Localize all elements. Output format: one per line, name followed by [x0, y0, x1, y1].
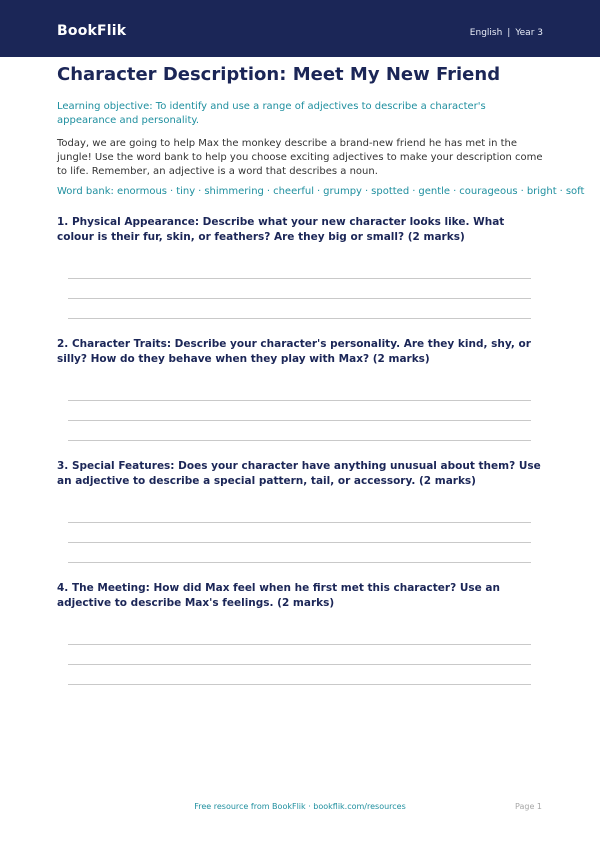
subject-year-label: [470, 28, 543, 38]
answer-line[interactable]: [68, 522, 531, 523]
intro-paragraph: Today, we are going to help Max the monkey describe a brand-new friend he has met in the jungle! Use the word bank to help you choose exciting adjectives to make your description come to life. Remember, an adjective is a word that describes a noun.: [57, 138, 543, 177]
page-footer: [0, 802, 600, 816]
question-text: 1. Physical Appearance: Describe what your new character looks like. What colour is their fur, skin, or feathers? Are they big or small? (2 marks): [57, 216, 505, 243]
answer-line[interactable]: [68, 684, 531, 685]
word-bank-word: tiny: [176, 186, 196, 197]
page-title: Character Description: Meet My New Friend: [57, 64, 501, 85]
word-bank-word: spotted: [371, 186, 410, 197]
answer-line[interactable]: [68, 298, 531, 299]
word-bank-word: courageous: [459, 186, 518, 197]
learning-objective: Learning objective: To identify and use a range of adjectives to describe a character's appearance and personality.: [57, 101, 486, 126]
footer-resource-link[interactable]: Free resource from BookFlik · bookflik.com/resources: [194, 802, 406, 811]
word-bank: [57, 185, 585, 199]
answer-line[interactable]: [68, 542, 531, 543]
answer-line[interactable]: [68, 420, 531, 421]
word-bank-word: cheerful: [273, 186, 314, 197]
answer-line[interactable]: [68, 440, 531, 441]
question-3: [57, 459, 543, 489]
word-separator: ·: [559, 186, 563, 197]
question-text: 3. Special Features: Does your character have anything unusual about them? Use an adjective to describe a special pattern, tail, or accessory. (2 marks): [57, 460, 541, 487]
word-separator: ·: [412, 186, 416, 197]
answer-line[interactable]: [68, 562, 531, 563]
word-bank-word: grumpy: [323, 186, 362, 197]
question-text: 4. The Meeting: How did Max feel when he first met this character? Use an adjective to describe Max's feelings. (2 marks): [57, 582, 500, 609]
year-label: Year 3: [515, 28, 543, 38]
word-separator: ·: [316, 186, 321, 197]
question-4: [57, 581, 543, 611]
answer-line[interactable]: [68, 664, 531, 665]
word-bank-word: bright: [526, 186, 557, 197]
answer-line[interactable]: [68, 318, 531, 319]
subject-label: English: [469, 28, 503, 38]
page-header: [0, 0, 600, 57]
word-separator: ·: [170, 186, 174, 197]
word-bank-word: shimmering: [204, 186, 264, 197]
word-separator: ·: [364, 186, 369, 197]
page-number: Page 1: [515, 802, 542, 811]
question-text: 2. Character Traits: Describe your character's personality. Are they kind, shy, or silly? How do they behave when they play with Max? (2 marks): [57, 338, 531, 365]
brand-logo-text: BookFlik: [57, 23, 127, 39]
meta-separator: |: [507, 28, 511, 38]
word-bank-words: [117, 186, 584, 197]
word-bank-word: gentle: [418, 186, 451, 197]
question-2: [57, 337, 543, 367]
answer-line[interactable]: [68, 644, 531, 645]
word-bank-label: Word bank:: [57, 186, 114, 197]
word-bank-word: soft: [565, 186, 585, 197]
word-bank-word: enormous: [117, 186, 167, 197]
word-separator: ·: [198, 186, 202, 197]
answer-line[interactable]: [68, 278, 531, 279]
question-1: [57, 215, 543, 245]
word-separator: ·: [453, 186, 457, 197]
answer-line[interactable]: [68, 400, 531, 401]
word-separator: ·: [520, 186, 524, 197]
word-separator: ·: [266, 186, 271, 197]
